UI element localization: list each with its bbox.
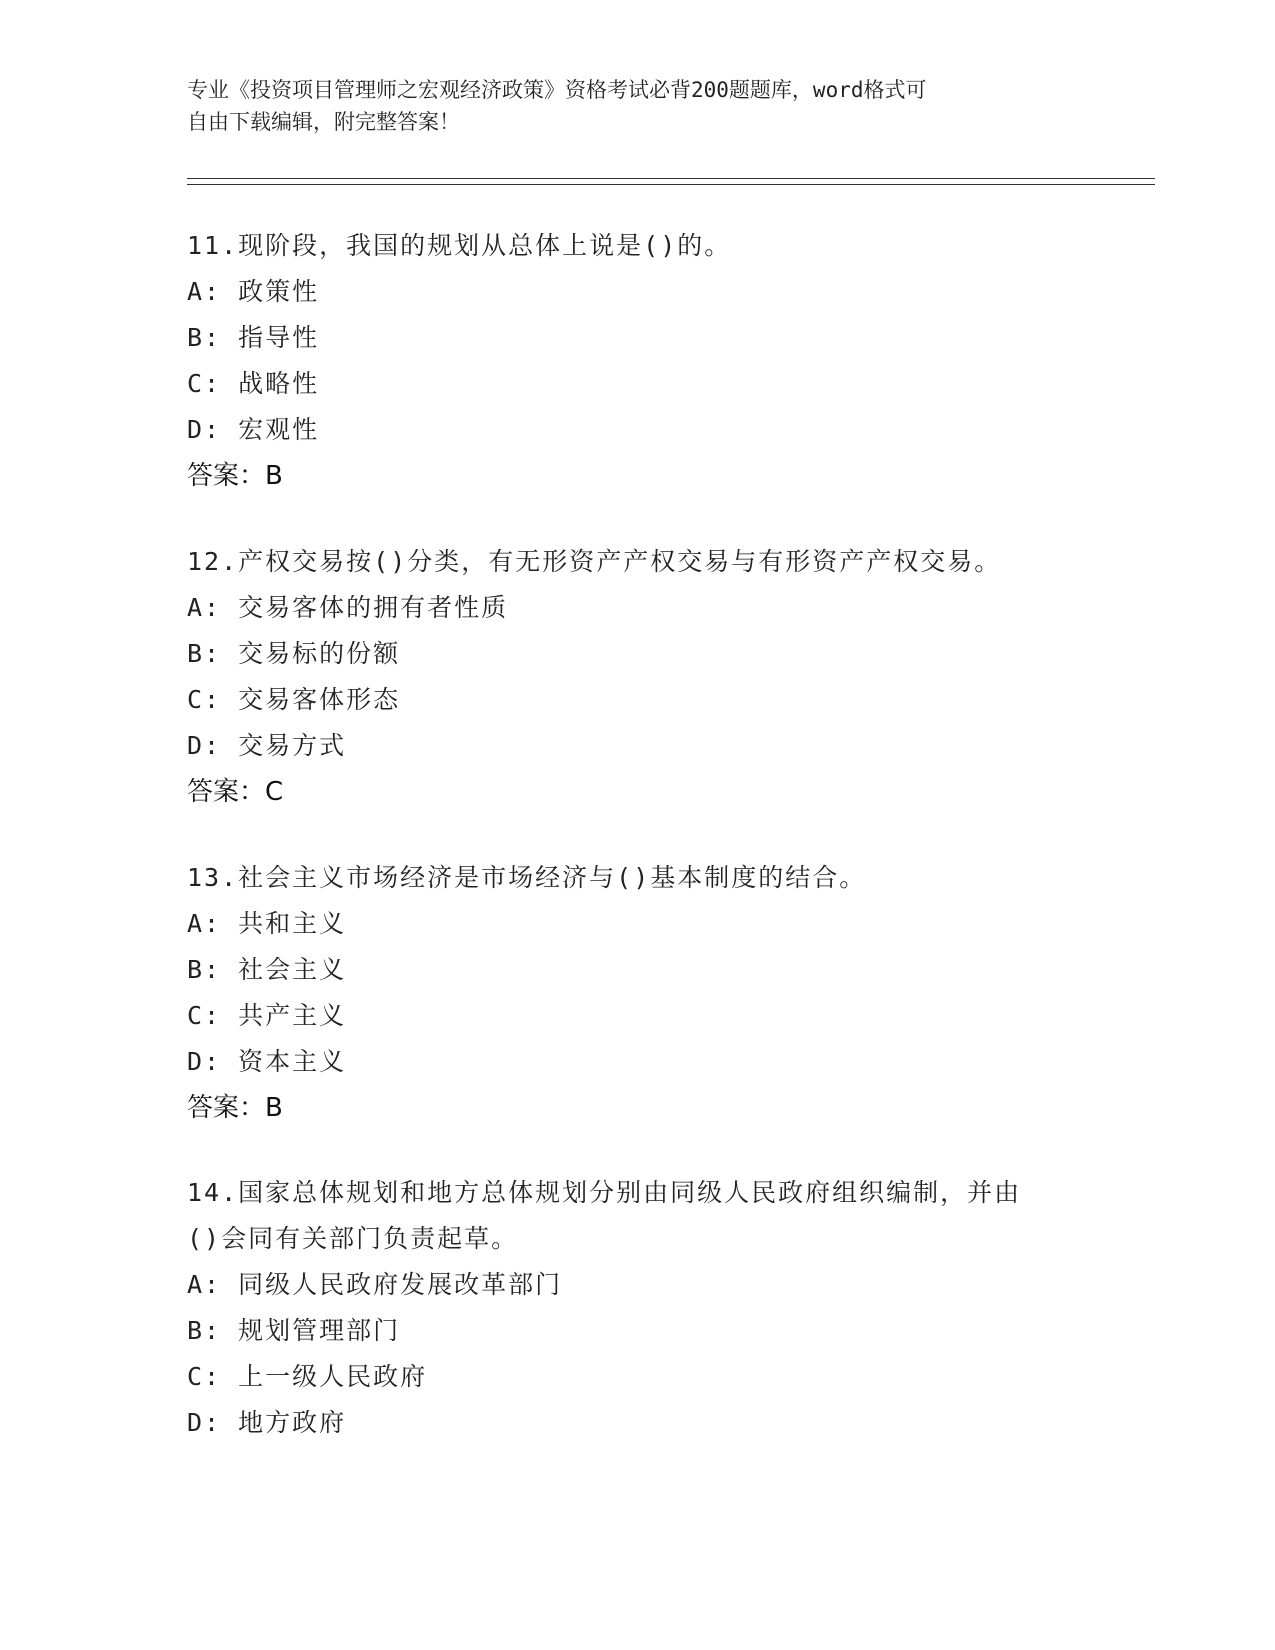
option-d: D: 资本主义 (187, 1047, 347, 1076)
option-b: B: 指导性 (187, 323, 320, 352)
option-a: A: 同级人民政府发展改革部门 (187, 1270, 563, 1299)
header-double-rule (187, 178, 1155, 185)
option-a: A: 交易客体的拥有者性质 (187, 593, 509, 622)
answer-label: 答案：C (187, 777, 284, 807)
question-14 (187, 1170, 1087, 1446)
option-c: C: 战略性 (187, 369, 320, 398)
question-stem: 12.产权交易按()分类，有无形资产产权交易与有形资产产权交易。 (187, 547, 1002, 576)
option-c: C: 上一级人民政府 (187, 1362, 428, 1391)
header-line-2: 自由下载编辑，附完整答案！ (187, 110, 460, 134)
option-b: B: 交易标的份额 (187, 639, 401, 668)
option-c: C: 交易客体形态 (187, 685, 401, 714)
question-13 (187, 855, 1087, 1131)
option-d: D: 交易方式 (187, 731, 347, 760)
option-b: B: 社会主义 (187, 955, 347, 984)
question-stem-line-1: 14.国家总体规划和地方总体规划分别由同级人民政府组织编制，并由 (187, 1178, 1022, 1207)
question-11 (187, 223, 1087, 499)
option-c: C: 共产主义 (187, 1001, 347, 1030)
option-d: D: 宏观性 (187, 415, 320, 444)
document-header (187, 74, 1067, 138)
option-d: D: 地方政府 (187, 1408, 347, 1437)
question-12 (187, 539, 1087, 815)
answer-label: 答案：B (187, 461, 283, 491)
option-a: A: 共和主义 (187, 909, 347, 938)
answer-label: 答案：B (187, 1093, 283, 1123)
question-stem: 11.现阶段，我国的规划从总体上说是()的。 (187, 231, 732, 260)
option-a: A: 政策性 (187, 277, 320, 306)
header-line-1: 专业《投资项目管理师之宏观经济政策》资格考试必背200题题库，word格式可 (187, 78, 927, 102)
question-stem-line-2: ()会同有关部门负责起草。 (187, 1224, 519, 1253)
question-stem: 13.社会主义市场经济是市场经济与()基本制度的结合。 (187, 863, 867, 892)
option-b: B: 规划管理部门 (187, 1316, 401, 1345)
